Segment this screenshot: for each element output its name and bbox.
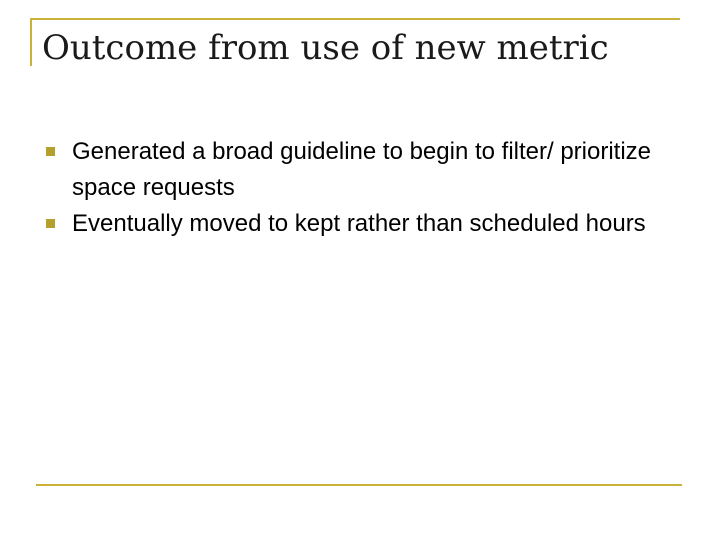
square-bullet-icon [46,147,55,156]
bullet-item [44,206,684,242]
bullet-text: Eventually moved to kept rather than scheduled hours [72,210,646,237]
bullet-list [44,134,684,242]
frame-left-rule [30,18,32,66]
square-bullet-icon [46,219,55,228]
frame-bottom-rule [36,484,682,486]
bullet-text: Generated a broad guideline to begin to filter/ prioritize space requests [72,138,652,201]
bullet-item [44,134,684,206]
frame-top-rule [30,18,680,20]
slide-title: Outcome from use of new metric [42,28,609,68]
